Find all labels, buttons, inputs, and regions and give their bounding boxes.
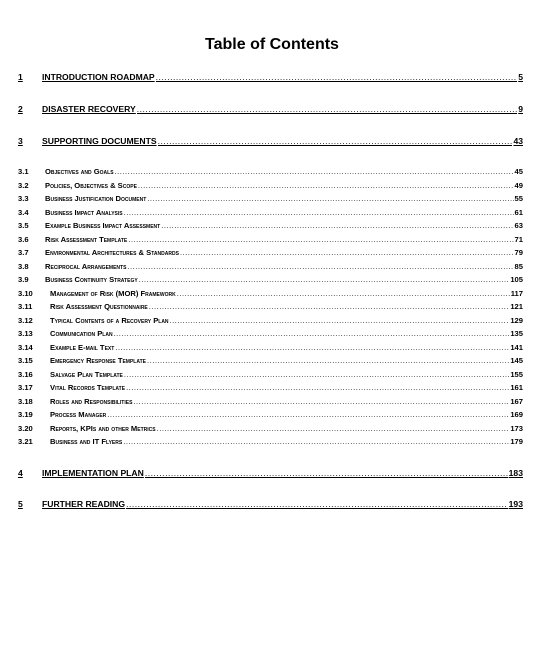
toc-number: 3.20 [18, 423, 33, 433]
toc-title: DISASTER RECOVERY [42, 104, 136, 114]
toc-page-number: 117 [510, 288, 523, 298]
toc-title: Environmental Architectures & Standards [45, 248, 179, 257]
toc-title: Policies, Objectives & Scope [45, 180, 137, 190]
toc-number: 3.21 [18, 437, 33, 446]
toc-title: Reciprocal Arrangements [45, 261, 127, 271]
toc-title: Management of Risk (MOR) Framework [50, 288, 176, 298]
toc-entry-3-13[interactable] [18, 329, 523, 339]
toc-page-number: 155 [510, 369, 523, 379]
toc-entry-3-20[interactable] [18, 424, 523, 434]
toc-page-number: 5 [518, 72, 523, 82]
toc-page-number: 9 [518, 104, 523, 114]
dot-leader [158, 135, 513, 147]
dot-leader [170, 316, 510, 326]
toc-title: Objectives and Goals [45, 167, 114, 176]
toc-page-number: 179 [510, 437, 523, 446]
toc-title: Vital Records Template [50, 383, 126, 392]
dot-leader [115, 343, 509, 353]
toc-number: 3.16 [18, 369, 33, 379]
toc-page-number: 61 [514, 207, 523, 217]
toc-page-number: 43 [513, 136, 523, 146]
dot-leader [147, 194, 513, 204]
toc-number: 3.9 [18, 275, 29, 284]
toc-entry-1[interactable] [18, 71, 523, 83]
toc-title: Business Continuity Strategy [45, 275, 138, 284]
dot-leader [145, 467, 508, 479]
toc-title: SUPPORTING DOCUMENTS [42, 136, 157, 146]
toc-number: 3.6 [18, 234, 29, 244]
toc-number: 3.5 [18, 221, 29, 230]
dot-leader [128, 235, 513, 245]
dot-leader [126, 498, 508, 510]
dot-leader [180, 248, 514, 258]
dot-leader [114, 329, 510, 339]
toc-page-number: 49 [514, 180, 523, 190]
toc-page-number: 145 [510, 356, 523, 365]
toc-page-number: 169 [510, 410, 523, 419]
toc-number: 3.13 [18, 329, 33, 338]
toc-number: 3.10 [18, 288, 33, 298]
toc-entry-3-5[interactable] [18, 221, 523, 231]
toc-number: 3.19 [18, 410, 33, 419]
toc-page-number: 129 [510, 315, 523, 325]
toc-entry-3-12[interactable] [18, 316, 523, 326]
toc-page-number: 167 [510, 396, 523, 406]
dot-leader [149, 302, 510, 312]
toc-title: Emergency Response Template [50, 356, 146, 365]
toc-entry-3-19[interactable] [18, 410, 523, 420]
toc-page-number: 183 [508, 468, 523, 478]
toc-entry-3[interactable] [18, 135, 523, 147]
toc-entry-4[interactable] [18, 467, 523, 479]
dot-leader [161, 221, 513, 231]
toc-entry-3-3[interactable] [18, 194, 523, 204]
toc-page-number: 63 [514, 221, 523, 230]
toc-number: 3.3 [18, 194, 29, 203]
toc-title: Risk Assessment Template [45, 234, 128, 244]
dot-leader [115, 167, 514, 177]
toc-entry-3-21[interactable] [18, 437, 523, 447]
page-title: Table of Contents [205, 36, 339, 53]
toc-page-number: 71 [514, 234, 523, 244]
toc-entry-3-6[interactable] [18, 235, 523, 245]
toc-page-number: 173 [510, 423, 523, 433]
dot-leader [157, 424, 510, 434]
toc-page-number: 135 [510, 329, 523, 338]
toc-number: 3.12 [18, 315, 33, 325]
toc-entry-3-1[interactable] [18, 167, 523, 177]
toc-number: 3.2 [18, 180, 29, 190]
toc-title: Typical Contents of a Recovery Plan [50, 315, 169, 325]
toc-number: 3.18 [18, 396, 33, 406]
toc-title: Business Justification Document [45, 194, 147, 203]
dot-leader [177, 289, 510, 299]
toc-entry-3-16[interactable] [18, 370, 523, 380]
toc-page-number: 141 [510, 342, 523, 352]
toc-number: 5 [18, 499, 23, 509]
toc-entry-5[interactable] [18, 498, 523, 510]
toc-page-number: 121 [510, 302, 523, 311]
toc-page-number: 85 [514, 261, 523, 271]
toc-entry-3-2[interactable] [18, 181, 523, 191]
toc-title: Business Impact Analysis [45, 207, 123, 217]
toc-number: 3.15 [18, 356, 33, 365]
toc-entry-3-15[interactable] [18, 356, 523, 366]
toc-number: 3.8 [18, 261, 29, 271]
toc-number: 3.14 [18, 342, 33, 352]
dot-leader [107, 410, 509, 420]
toc-entry-3-9[interactable] [18, 275, 523, 285]
toc-title: Business and IT Flyers [50, 437, 123, 446]
toc-page-number: 161 [510, 383, 523, 392]
toc-title: Example Business Impact Assessment [45, 221, 161, 230]
toc-number: 4 [18, 468, 23, 478]
dot-leader [139, 275, 510, 285]
toc-number: 3.11 [18, 302, 33, 311]
toc-number: 3.1 [18, 167, 29, 176]
toc-title: Process Manager [50, 410, 107, 419]
toc-title: IMPLEMENTATION PLAN [42, 468, 144, 478]
toc-number: 3.7 [18, 248, 29, 257]
dot-leader [127, 262, 513, 272]
toc-entry-3-4[interactable] [18, 208, 523, 218]
toc-entry-3-10[interactable] [18, 289, 523, 299]
dot-leader [124, 370, 509, 380]
toc-entry-3-8[interactable] [18, 262, 523, 272]
dot-leader [126, 383, 509, 393]
toc-number: 3 [18, 136, 23, 146]
dot-leader [133, 397, 509, 407]
toc-entry-2[interactable] [18, 103, 523, 115]
dot-leader [123, 437, 509, 447]
toc-page-number: 45 [514, 167, 523, 176]
toc-page-number: 105 [510, 275, 523, 284]
toc-entry-3-11[interactable] [18, 302, 523, 312]
toc-number: 1 [18, 72, 23, 82]
toc-title: Risk Assessment Questionnaire [50, 302, 148, 311]
toc-entry-3-18[interactable] [18, 397, 523, 407]
toc-title: Communication Plan [50, 329, 113, 338]
toc-title: FURTHER READING [42, 499, 126, 509]
toc-page-number: 55 [514, 194, 523, 203]
toc-entry-3-7[interactable] [18, 248, 523, 258]
toc-page-number: 193 [508, 499, 523, 509]
dot-leader [124, 208, 514, 218]
toc-page-number: 79 [514, 248, 523, 257]
dot-leader [147, 356, 509, 366]
toc-title: Example E-mail Text [50, 342, 115, 352]
toc-title: Salvage Plan Template [50, 369, 123, 379]
toc-title: Roles and Responsibilities [50, 396, 133, 406]
toc-entry-3-14[interactable] [18, 343, 523, 353]
toc-entry-3-17[interactable] [18, 383, 523, 393]
toc-title: Reports, KPIs and other Metrics [50, 423, 156, 433]
toc-number: 3.4 [18, 207, 29, 217]
toc-number: 3.17 [18, 383, 33, 392]
dot-leader [156, 71, 518, 83]
dot-leader [138, 181, 514, 191]
toc-number: 2 [18, 104, 23, 114]
toc-title: INTRODUCTION ROADMAP [42, 72, 155, 82]
dot-leader [137, 103, 517, 115]
